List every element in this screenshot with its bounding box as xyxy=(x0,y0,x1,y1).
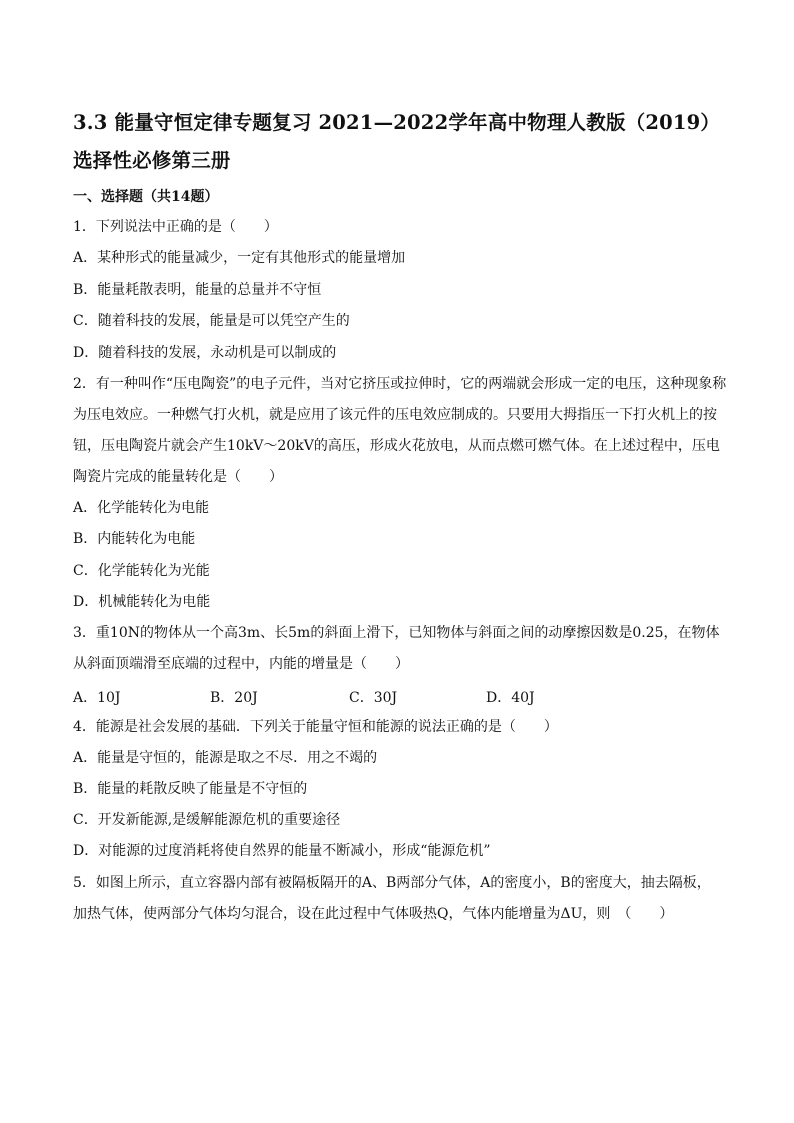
question-1-option-d: D．随着科技的发展，永动机是可以制成的 xyxy=(73,345,337,361)
question-2-stem-line-3: 钮，压电陶瓷片就会产生10kV～20kV的高压，形成火花放电，从而点燃可燃气体。在上述过程中，压电 xyxy=(73,438,720,454)
question-5-stem-line-1: 5．如图上所示，直立容器内部有被隔板隔开的A、B两部分气体，A的密度小，B的密度大，抽去隔板， xyxy=(73,875,711,891)
question-2-stem-line-4: 陶瓷片完成的能量转化是（ ） xyxy=(73,469,283,485)
question-1-option-b: B．能量耗散表明，能量的总量并不守恒 xyxy=(73,282,322,298)
question-4-stem: 4．能源是社会发展的基础．下列关于能量守恒和能源的说法正确的是（ ） xyxy=(73,719,558,735)
question-2-stem-line-1: 2．有一种叫作“压电陶瓷”的电子元件，当对它挤压或拉伸时，它的两端就会形成一定的电压，这种现象称 xyxy=(73,376,727,392)
question-2-option-a: A．化学能转化为电能 xyxy=(73,500,210,516)
question-2-stem-line-2: 为压电效应。一种燃气打火机，就是应用了该元件的压电效应制成的。只要用大拇指压一下打火机上的按 xyxy=(73,407,717,423)
question-3-stem-line-1: 3．重10N的物体从一个高3m、长5m的斜面上滑下，已知物体与斜面之间的动摩擦因数是0.25，在物体 xyxy=(73,625,720,641)
question-2-option-d: D．机械能转化为电能 xyxy=(73,594,211,610)
question-3-stem-line-2: 从斜面顶端滑至底端的过程中，内能的增量是（ ） xyxy=(73,656,409,672)
question-1-option-a: A．某种形式的能量减少，一定有其他形式的能量增加 xyxy=(73,250,406,266)
question-2-option-b: B．内能转化为电能 xyxy=(73,531,196,547)
title-line-1: 3.3 能量守恒定律专题复习 2021—2022学年高中物理人教版（2019） xyxy=(73,111,721,134)
question-3-option-d: D．40J xyxy=(486,690,535,706)
question-2-option-c: C．化学能转化为光能 xyxy=(73,563,210,579)
question-3-option-a: A．10J xyxy=(73,690,121,706)
question-1-stem: 1．下列说法中正确的是（ ） xyxy=(73,219,278,235)
title-line-2: 选择性必修第三册 xyxy=(73,149,231,172)
question-4-option-d: D．对能源的过度消耗将使自然界的能量不断减小，形成“能源危机” xyxy=(73,843,491,859)
question-1-option-c: C．随着科技的发展，能量是可以凭空产生的 xyxy=(73,313,350,329)
section-heading: 一、选择题（共14题） xyxy=(73,189,219,205)
question-3-option-c: C．30J xyxy=(349,690,398,706)
document-title xyxy=(73,104,753,180)
question-3-option-b: B．20J xyxy=(210,690,258,706)
question-5-stem-line-2: 加热气体，使两部分气体均匀混合，设在此过程中气体吸热Q，气体内能增量为ΔU，则 （ ） xyxy=(73,906,674,922)
question-4-option-a: A．能量是守恒的，能源是取之不尽．用之不竭的 xyxy=(73,750,378,766)
question-4-option-b: B．能量的耗散反映了能量是不守恒的 xyxy=(73,781,308,797)
question-4-option-c: C．开发新能源,是缓解能源危机的重要途径 xyxy=(73,812,341,828)
